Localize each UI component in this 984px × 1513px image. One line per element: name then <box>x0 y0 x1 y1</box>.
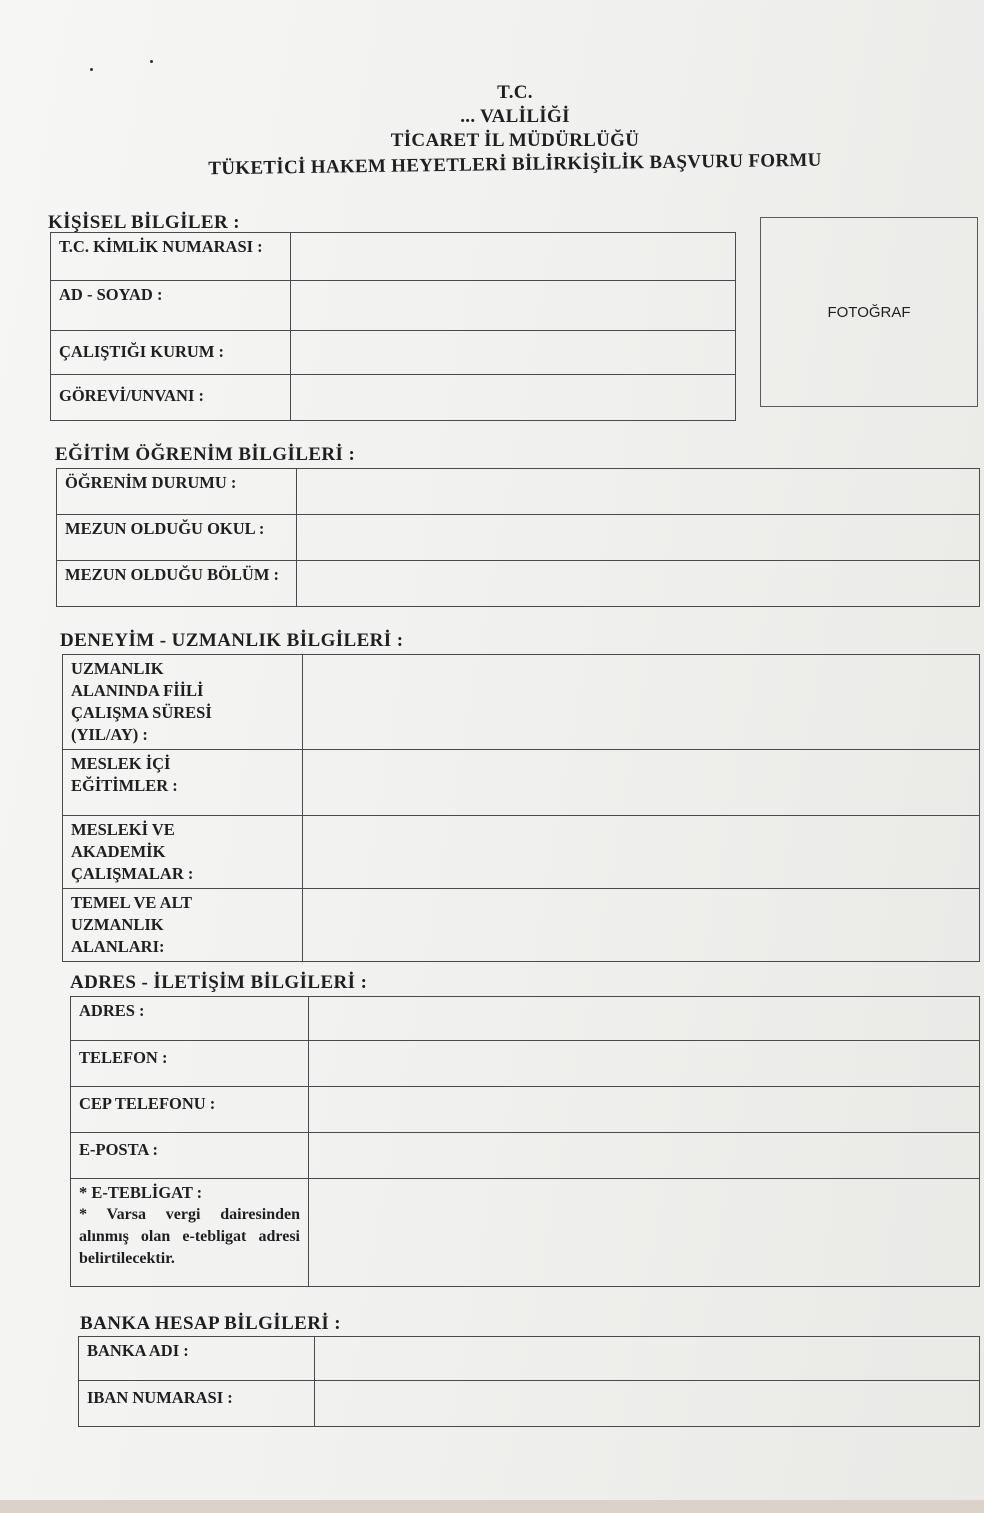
section-title-personal: KİŞİSEL BİLGİLER : <box>48 212 241 233</box>
table-row <box>57 469 980 515</box>
table-row <box>79 1337 980 1381</box>
table-row <box>79 1381 980 1427</box>
photo-box: FOTOĞRAF <box>760 217 978 407</box>
table-row <box>63 816 980 889</box>
label-telefon: TELEFON : <box>71 1041 309 1087</box>
table-row <box>51 233 736 281</box>
speck-mark <box>90 68 93 71</box>
field-calisma-suresi[interactable] <box>303 655 980 750</box>
table-row <box>71 1179 980 1287</box>
field-telefon[interactable] <box>309 1041 980 1087</box>
label-okul: MEZUN OLDUĞU OKUL : <box>57 515 297 561</box>
label-akademik: MESLEKİ VE AKADEMİK ÇALIŞMALAR : <box>63 816 303 889</box>
label-gorev: GÖREVİ/UNVANI : <box>51 375 291 421</box>
speck-mark <box>150 60 153 63</box>
label-banka-adi: BANKA ADI : <box>79 1337 315 1381</box>
label-iban: IBAN NUMARASI : <box>79 1381 315 1427</box>
header-mudurluk: TİCARET İL MÜDÜRLÜĞÜ <box>390 130 640 151</box>
table-row <box>71 1133 980 1179</box>
field-akademik[interactable] <box>303 816 980 889</box>
etebligat-note: * Varsa vergi dairesinden alınmış olan e-tebligat adresi belirtilecektir. <box>79 1206 300 1267</box>
table-row <box>63 655 980 750</box>
field-tc-kimlik[interactable] <box>291 233 736 281</box>
table-row <box>51 331 736 375</box>
table-row <box>71 1087 980 1133</box>
table-row <box>57 515 980 561</box>
field-ogrenim[interactable] <box>297 469 980 515</box>
field-iban[interactable] <box>315 1381 980 1427</box>
field-banka-adi[interactable] <box>315 1337 980 1381</box>
field-etebligat[interactable] <box>309 1179 980 1287</box>
header-valilik: ... VALİLİĞİ <box>460 106 570 127</box>
field-okul[interactable] <box>297 515 980 561</box>
field-cep-telefonu[interactable] <box>309 1087 980 1133</box>
label-uzmanlik-alanlari: TEMEL VE ALT UZMANLIK ALANLARI: <box>63 889 303 962</box>
table-row <box>71 997 980 1041</box>
field-uzmanlik-alanlari[interactable] <box>303 889 980 962</box>
label-kurum: ÇALIŞTIĞI KURUM : <box>51 331 291 375</box>
bank-info-table <box>78 1336 980 1427</box>
label-bolum: MEZUN OLDUĞU BÖLÜM : <box>57 561 297 607</box>
field-gorev[interactable] <box>291 375 736 421</box>
table-row <box>63 750 980 816</box>
label-adres: ADRES : <box>71 997 309 1041</box>
label-etebligat <box>71 1179 309 1287</box>
label-etebligat-title: * E-TEBLİGAT : <box>79 1183 203 1202</box>
table-row <box>51 281 736 331</box>
label-meslek-ici: MESLEK İÇİ EĞİTİMLER : <box>63 750 303 816</box>
label-ad-soyad: AD - SOYAD : <box>51 281 291 331</box>
label-eposta: E-POSTA : <box>71 1133 309 1179</box>
table-row <box>63 889 980 962</box>
table-row <box>57 561 980 607</box>
field-adres[interactable] <box>309 997 980 1041</box>
personal-info-table <box>50 232 736 421</box>
contact-info-table <box>70 996 980 1287</box>
label-calisma-suresi: UZMANLIK ALANINDA FİİLİ ÇALIŞMA SÜRESİ (YIL/AY) : <box>63 655 303 750</box>
field-ad-soyad[interactable] <box>291 281 736 331</box>
table-row <box>71 1041 980 1087</box>
section-title-experience: DENEYİM - UZMANLIK BİLGİLERİ : <box>60 630 404 651</box>
header-form-title: TÜKETİCİ HAKEM HEYETLERİ BİLİRKİŞİLİK BAŞVURU FORMU <box>208 149 822 180</box>
field-meslek-ici[interactable] <box>303 750 980 816</box>
table-row <box>51 375 736 421</box>
section-title-contact: ADRES - İLETİŞİM BİLGİLERİ : <box>70 972 368 993</box>
section-title-bank: BANKA HESAP BİLGİLERİ : <box>80 1313 342 1334</box>
field-kurum[interactable] <box>291 331 736 375</box>
education-info-table <box>56 468 980 607</box>
field-bolum[interactable] <box>297 561 980 607</box>
label-tc-kimlik: T.C. KİMLİK NUMARASI : <box>51 233 291 281</box>
section-title-education: EĞİTİM ÖĞRENİM BİLGİLERİ : <box>55 444 356 465</box>
experience-info-table <box>62 654 980 962</box>
label-cep-telefonu: CEP TELEFONU : <box>71 1087 309 1133</box>
header-tc: T.C. <box>497 82 533 103</box>
field-eposta[interactable] <box>309 1133 980 1179</box>
label-ogrenim: ÖĞRENİM DURUMU : <box>57 469 297 515</box>
